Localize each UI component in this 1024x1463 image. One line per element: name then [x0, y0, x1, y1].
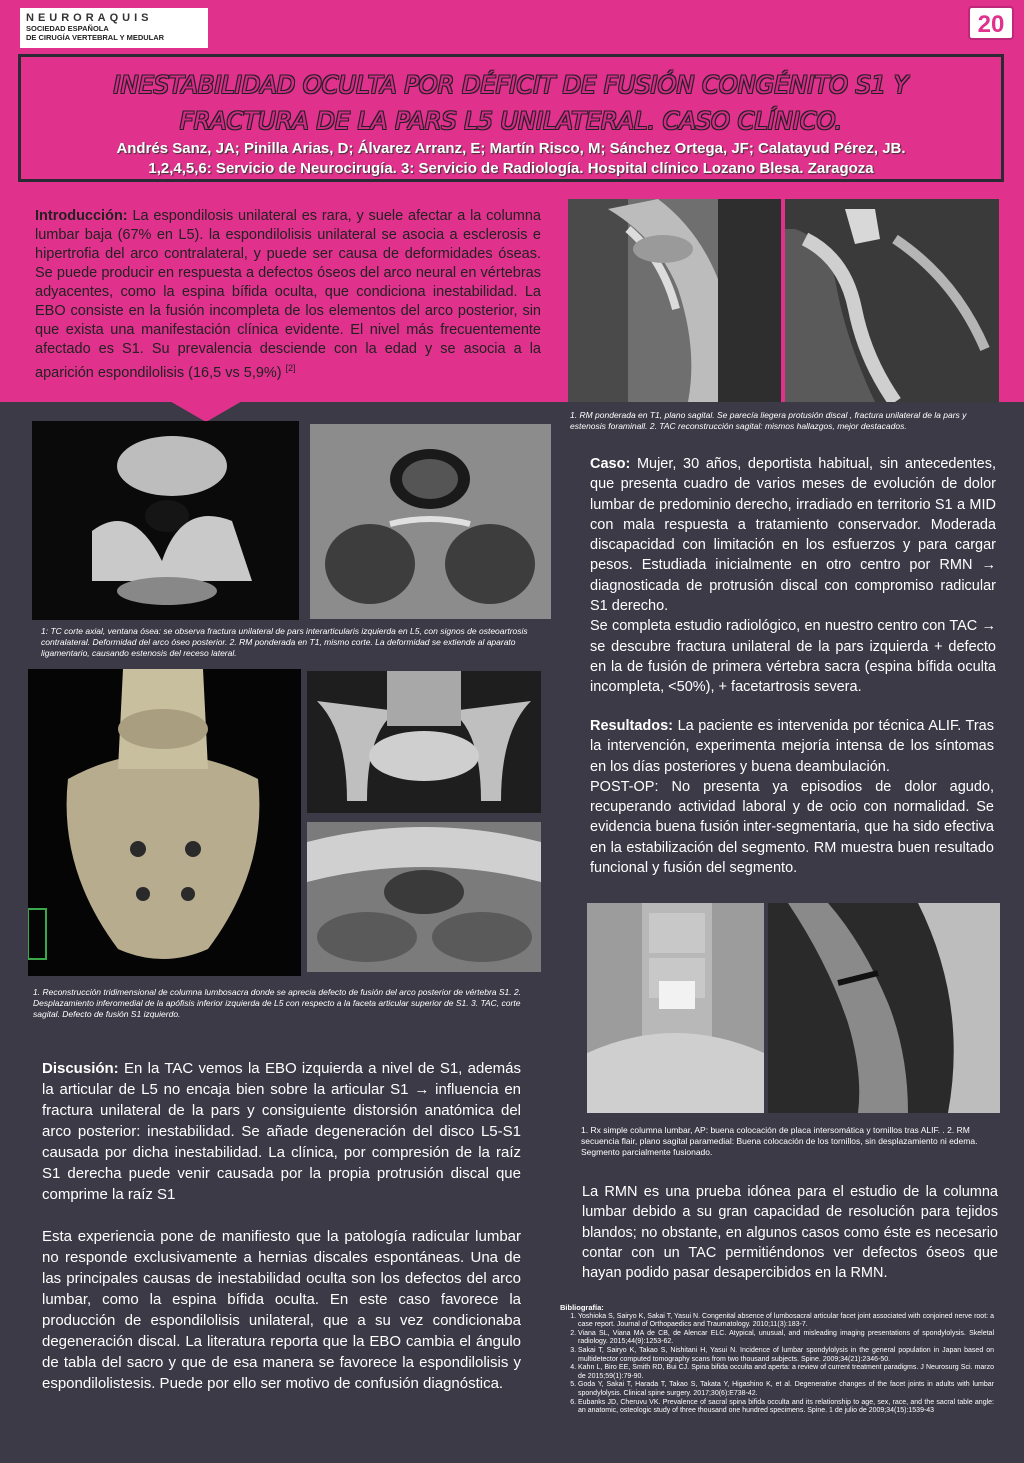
caption-3d: 1. Reconstrucción tridimensional de columna lumbosacra donde se aprecia defecto de fusión del arco posterior de vértebra S1. 2. Desplazamiento inferomedial de la apófisis inferior izquierda de L5 con respecto a la faceta articular superior de S1. 3. TAC, corte sagital. Defecto de fusión S1 izquierdo.: [33, 987, 522, 1019]
callout-arrow: [168, 400, 244, 422]
affiliation: 1,2,4,5,6: Servicio de Neurocirugía. 3: Servicio de Radiología. Hospital clínico Lozano Blesa. Zaragoza: [148, 160, 874, 177]
caso-text1: Mujer, 30 años, deportista habitual, sin antecedentes, que presenta cuadro de varios meses de evolución de dolor lumbar de predominio derecho, irradiado en territorio S1 a MID con mala respuesta a tratamiento conservador. Moderada discapacidad con limitación en los esfuerzos y para cargar pesos. Estudiada inicialmente en otro centro por RMN: [590, 456, 996, 574]
caso-section: [590, 454, 996, 698]
bib-item: 6. Eubanks JD, Cheruvu VK. Prevalence of sacral spina bifida occulta and its relationship to age, sex, race, and the sacral table angle: an anatomic, osteologic study of three thousand one hundred specimens. Spine. 1 de julio de 2009;34(15):1539-43: [578, 1399, 994, 1416]
bibliografia: [560, 1304, 994, 1416]
3d-reconstruction-image: [28, 669, 301, 976]
resultados-section: [590, 716, 994, 878]
caso-text2b: se descubre fractura unilateral de la pars izquierda + defecto en la de fusión de primera vértebra sacra (espina bífida oculta incompleta, <50%), + facetartrosis severa.: [590, 638, 996, 696]
bib-item: 1. Yoshioka S, Sairyo K, Sakai T, Yasui N. Congenital absence of lumbosacral articular facet joint associated with conjoined nerve root: a case report. Journal of Orthopaedics and Traumatology. 2010;11(3):183-7.: [578, 1313, 994, 1330]
bib-item: 4. Kahn L, Biro EE, Smith RD, Bui CJ. Spina bifida occulta and aperta: a review of current treatment paradigms. J Neurosurg Sci. marzo de 2015;59(1):79-90.: [578, 1364, 994, 1381]
logo-sub2: DE CIRUGÍA VERTEBRAL Y MEDULAR: [26, 33, 165, 42]
caso-label: Caso:: [590, 456, 631, 472]
discusion-label: Discusión:: [42, 1060, 119, 1077]
discusion-text2: Esta experiencia pone de manifiesto que la patología radicular lumbar no responde exclusivamente a hernias discales espontáneas. Una de las principales causas de inestabilidad oculta son los defectos del arco lumbar, como la espina bífida oculta. En este caso favorece la producción de espondilolisis unilateral, que a su vez condicionaba degeneración discal. La literatura reporta que la EBO cambia el ángulo de tabla del sacro y que de esa manera se favorece la espondilolisis y espondilolistesis. Puede por ello ser motivo de confusión diagnóstica.: [42, 1228, 521, 1392]
right-arrow-icon: →: [414, 1081, 430, 1098]
title-line2: FRACTURA DE LA PARS L5 UNILATERAL. CASO CLÍNICO.: [179, 107, 843, 135]
title-line1: INESTABILIDAD OCULTA POR DÉFICIT DE FUSIÓN CONGÉNITO S1 Y: [113, 71, 909, 99]
bib-item: 3. Sakai T, Sairyo K, Takao S, Nishitani H, Yasui N. Incidence of lumbar spondylolysis in the general population in Japan based on multidetector computed tomography scans from two thousand subjects. Spine. 2009;34(21):2346-50.: [578, 1347, 994, 1364]
caption-postop: 1. Rx simple columna lumbar, AP: buena colocación de placa intersomática y tornillos tras ALIF. . 2. RM secuencia flair, plano sagital paramedial: Buena colocación de los tornillos, sin desplazamiento ni edema. Segmento parcialmente fusionado.: [581, 1125, 978, 1157]
ct-sagittal-image: [785, 199, 999, 402]
caption-axial: 1: TC corte axial, ventana ósea: se observa fractura unilateral de pars interarticularis izquierda en L5, con signos de osteoartrosis contralateral. Deformidad del arco óseo posterior. 2. RM ponderada en T1, mismo corte. La deformidad se extiende al aparato ligamentario, causando estenosis del receso lateral.: [41, 626, 528, 658]
resultados-text2: POST-OP: No presenta ya episodios de dolor agudo, recuperando actividad laboral y de ocio con normalidad. Se evidencia buena fusión inter-segmentaria, que ha sido efectiva en la estabilización del segmento. RM muestra buen resultado funcional y fusión del segmento.: [590, 778, 994, 877]
caso-text1b: diagnosticada de protrusión discal con compromiso radicular S1 derecho.: [590, 577, 996, 615]
ct-coronal-image: [307, 671, 541, 813]
resultados-label: Resultados:: [590, 718, 673, 734]
discusion-section: [42, 1058, 521, 1394]
bib-item: 5. Goda Y, Sakai T, Harada T, Takao S, Takata Y, Higashino K, et al. Degenerative changes of the facet joints in adults with lumbar spondylolysis. Clinical spine surgery. 2017;30(6):E738-42.: [578, 1381, 994, 1398]
title-box: [18, 54, 1004, 182]
caso-text2a: Se completa estudio radiológico, en nuestro centro con TAC: [590, 618, 978, 635]
discusion-text1b: influencia en fractura unilateral de la pars y consiguiente distorsión anatómica del arco posterior: inestabilidad. Se añade degeneración del disco L5-S1 causada por dicha inestabilidad. La clínica, por compresión de la raíz S1 derecha puede venir causada por la propia protrusión discal que comprime la raíz S1: [42, 1081, 522, 1203]
mri-axial-image: [310, 424, 551, 619]
bibliografia-title: Bibliografía:: [560, 1303, 604, 1312]
mri-flair-image: [768, 903, 1000, 1113]
xray-ap-image: [587, 903, 764, 1113]
conclusion-text: La RMN es una prueba idónea para el estudio de la columna lumbar debido a su gran capacidad de resolución para tejidos blandos; no obstante, en algunos casos como éste es necesario contar con un TAC permitiéndonos ver defectos óseos que hayan podido pasar desapercibidos en la RMN.: [582, 1184, 998, 1282]
bib-item: 2. Viana SL, Viana MA de CB, de Alencar ELC. Atypical, unusual, and misleading imaging presentations of spondylolysis. Skeletal radiology. 2015;44(9):1253-62.: [578, 1330, 994, 1347]
intro-text: La espondilosis unilateral es rara, y suele afectar a la columna lumbar baja (67% en L5). la espondilolisis unilateral se asocia a esclerosis e hipertrofia del arco contralateral, y puede ser causa de deformidades óseas. Se puede producir en respuesta a defectos óseos del arco neural en vértebras adyacentes, como la espina bífida oculta, que condiciona inestabilidad. La EBO consiste en la fusión incompleta de los elementos del arco posterior, sin que exista una manifestación clínica evidente. El nivel más frecuentemente afectado es S1. Su prevalencia desciende con la edad y se asocia a la aparición espondilolisis (16,5 vs 5,9%): [35, 208, 541, 381]
caption-mri-sagittal: 1. RM ponderada en T1, plano sagital. Se parecía liegera protusión discal , fractura unilateral de la pars y estenosis foraminall. 2. TAC reconstrucción sagital: mismos hallazgos, mejor destacados.: [570, 410, 967, 431]
resultados-text1: La paciente es intervenida por técnica ALIF. Tras la intervención, experimenta mejoría intensa de los síntomas en los días posteriores y buena deambulación.: [590, 718, 994, 775]
right-arrow-icon: →: [981, 618, 997, 635]
intro-section: [35, 207, 541, 383]
neuroraquis-logo: [20, 8, 208, 48]
authors: Andrés Sanz, JA; Pinilla Arias, D; Álvarez Arranz, E; Martín Risco, M; Sánchez Ortega, JF; Calatayud Pérez, JB.: [116, 140, 906, 157]
logo-sub1: SOCIEDAD ESPAÑOLA: [26, 24, 109, 33]
discusion-text1a: En la TAC vemos la EBO izquierda a nivel de S1, además la articular de L5 no encaja bien sobre la articular S1: [42, 1060, 521, 1098]
intro-label: Introducción:: [35, 208, 128, 224]
page-number: 20: [968, 6, 1014, 40]
logo-brand: NEURORAQUIS: [26, 12, 153, 24]
ct-axial-image: [32, 421, 299, 620]
ct-axial-s1-image: [307, 822, 541, 972]
right-arrow-icon: →: [981, 557, 996, 574]
intro-ref: [2]: [285, 363, 296, 373]
mri-t1-sagittal-image: [568, 199, 781, 402]
